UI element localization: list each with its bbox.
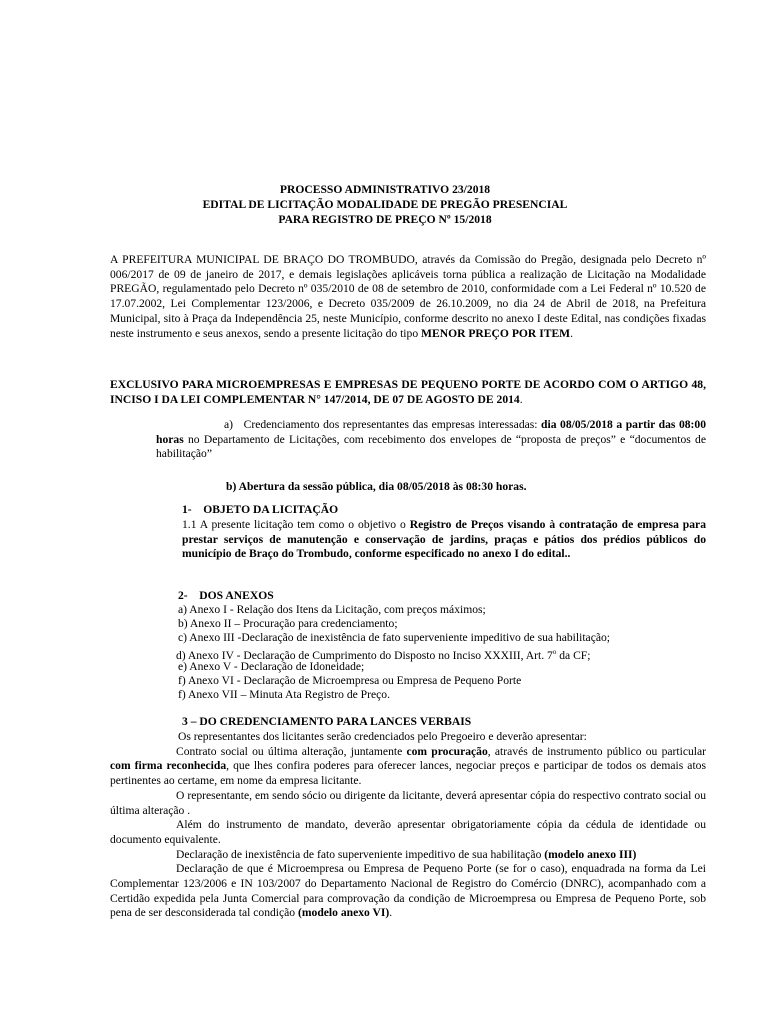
cred-p5-a: Declaração de inexistência de fato superveniente impeditivo de sua habilitação — [176, 847, 545, 861]
item-a-date: dia 08/05/2018 a partir das 08:00 horas — [156, 418, 706, 446]
credenciamento-heading: 3 – DO CREDENCIAMENTO PARA LANCES VERBAIS — [182, 715, 472, 728]
credenciamento-body — [110, 730, 706, 921]
cred-p2-a: Contrato social ou última alteração, juntamente — [176, 744, 407, 758]
objeto-heading-num: 1- — [182, 503, 192, 516]
header-line-2: EDITAL DE LICITAÇÃO MODALIDADE DE PREGÃO PRESENCIAL — [202, 198, 568, 211]
exclusivo-notice — [110, 378, 706, 407]
anexos-heading — [178, 589, 274, 604]
anexo-item: e) Anexo V - Declaração de Idoneidade; — [178, 660, 365, 673]
item-a-text-2: no Departamento de Licitações, com recebimento dos envelopes de “proposta de preços” e “documentos de habilitação” — [156, 432, 706, 461]
header-line-3: PARA REGISTRO DE PREÇO Nº 15/2018 — [278, 213, 492, 226]
anexos-heading-num: 2- — [178, 589, 188, 602]
anexo-item: b) Anexo II – Procuração para credenciamento; — [178, 617, 398, 630]
cred-p6 — [110, 862, 706, 921]
anexo-item: a) Anexo I - Relação dos Itens da Licitação, com preços máximos; — [178, 603, 486, 616]
cred-p6-a: Declaração de que é Microempresa ou Empresa de Pequeno Porte (se for o caso), enquadrada na forma da Lei Complementar 123/2006 e IN 103/2007 do Departamento Nacional de Registro do Comércio (DNRC), acompanhado com a Certidão expedida pela Junta Comercial para comprovação da condição de Microempresa ou Empresa de Pequeno Porte, sob pena de ser desconsiderada tal condição — [110, 862, 706, 920]
cred-p6-c: . — [389, 906, 393, 920]
anexo-item: f) Anexo VI - Declaração de Microempresa ou Empresa de Pequeno Porte — [178, 674, 522, 687]
objeto-paragraph — [182, 518, 706, 562]
anexo-item: f) Anexo VII – Minuta Ata Registro de Preço. — [178, 688, 390, 701]
cred-p5 — [110, 848, 706, 863]
objeto-text: 1.1 A presente licitação tem como o objetivo o — [182, 518, 410, 531]
item-a-text: Credenciamento dos representantes das empresas interessadas: — [243, 418, 542, 431]
anexo-item-d-text: d) Anexo IV - Declaração de Cumprimento do Disposto no Inciso XXXIII, Art. 7 — [176, 648, 553, 662]
objeto-heading — [182, 503, 338, 518]
item-a-marker: a) — [224, 418, 234, 431]
objeto-end: . — [567, 547, 571, 561]
cred-p5-b: (modelo anexo III) — [544, 847, 637, 861]
cred-p2-b: com procuração — [406, 744, 488, 758]
cred-p1: Os representantes dos licitantes serão credenciados pelo Pregoeiro e deverão apresentar: — [178, 730, 587, 743]
item-a — [156, 418, 706, 462]
anexo-item: c) Anexo III -Declaração de inexistência de fato superveniente impeditivo de sua habilitação; — [178, 631, 611, 644]
cred-p2-e: , que lhes confira poderes para oferecer lances, negociar preços e participar de todos os demais atos pertinentes ao certame, em nome da empresa licitante. — [110, 759, 706, 788]
item-b: b) Abertura da sessão pública, dia 08/05/2018 às 08:30 horas. — [226, 480, 527, 493]
exclusivo-end: . — [519, 392, 523, 406]
cred-p6-b: (modelo anexo VI) — [298, 906, 390, 920]
cred-p2-c: , através de instrumento público ou particular — [487, 744, 706, 758]
objeto-heading-text: OBJETO DA LICITAÇÃO — [203, 503, 339, 516]
cred-p2 — [110, 745, 706, 789]
anexo-item-d-end: da CF; — [556, 648, 591, 662]
header-line-1: PROCESSO ADMINISTRATIVO 23/2018 — [279, 183, 491, 196]
intro-bold: MENOR PREÇO POR ITEM — [421, 326, 571, 340]
cred-p4: Além do instrumento de mandato, deverão apresentar obrigatoriamente cópia da cédula de identidade ou documento equivalente. — [110, 818, 706, 846]
cred-p3: O representante, em sendo sócio ou dirigente da licitante, deverá apresentar cópia do respectivo contrato social ou última alteração . — [110, 788, 706, 817]
intro-paragraph — [110, 253, 706, 341]
anexo-item-d-sup: o — [552, 648, 557, 656]
anexos-heading-text: DOS ANEXOS — [199, 589, 274, 602]
intro-text: A PREFEITURA MUNICIPAL DE BRAÇO DO TROMBUDO, através da Comissão do Pregão, designada pelo Decreto nº 006/2017 de 09 de janeiro de 2017, e demais legislações aplicáveis torna pública a realização de Licitação na Modalidade PREGÃO, regulamentado pelo Decreto nº 035/2010 de 08 de setembro de 2010, conformidade com a Lei Federal nº 10.520 de 17.07.2002, Lei Complementar 123/2006, e Decreto 035/2009 de 26.10.2009, no dia 24 de Abril de 2018, na Prefeitura Municipal, sito à Praça da Independência 25, neste Município, conforme descrito no anexo I deste Edital, nas condições fixadas neste instrumento e seus anexos, sendo a presente licitação do tipo — [110, 253, 706, 340]
cred-p2-d: com firma reconhecida — [110, 759, 227, 773]
intro-end: . — [570, 326, 574, 340]
objeto-bold: Registro de Preços visando à contratação de empresa para prestar serviços de manutenção e conservação de jardins, praças e pátios dos prédios públicos do município de Braço do Trombudo, conforme especificado no anexo I do edital. — [182, 518, 706, 561]
exclusivo-text: EXCLUSIVO PARA MICROEMPRESAS E EMPRESAS DE PEQUENO PORTE DE ACORDO COM O ARTIGO 48, INCISO I DA LEI COMPLEMENTAR N° 147/2014, DE 07 DE AGOSTO DE 2014 — [110, 378, 706, 406]
